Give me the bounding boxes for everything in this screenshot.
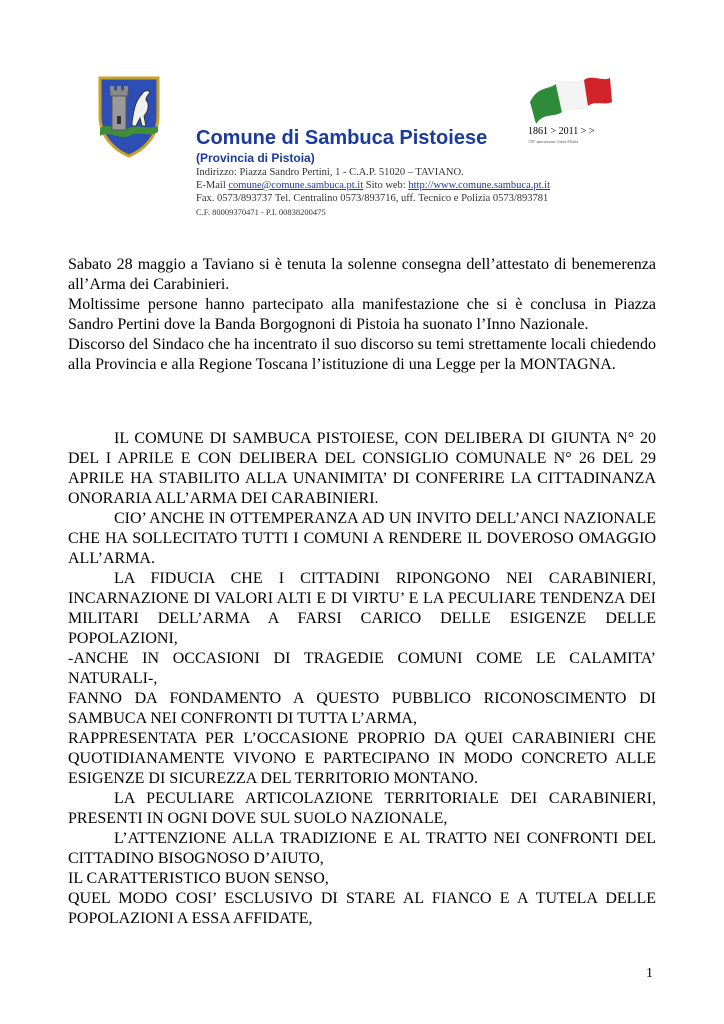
main-paragraph: L’ATTENZIONE ALLA TRADIZIONE E AL TRATTO NEI CONFRONTI DEL CITTADINO BISOGNOSO D’AIUTO,	[68, 830, 656, 867]
main-paragraph: RAPPRESENTATA PER L’OCCASIONE PROPRIO DA QUEI CARABINIERI CHE QUOTIDIANAMENTE VIVONO E PARTECIPANO IN MODO CONCRETO ALLE ESIGENZE DI SICUREZZA DEL TERRITORIO MONTANO.	[68, 730, 656, 787]
main-paragraph: IL CARATTERISTICO BUON SENSO,	[68, 870, 329, 887]
main-paragraph: QUEL MODO COSI’ ESCLUSIVO DI STARE AL FIANCO E A TUTELA DELLE POPOLAZIONI A ESSA AFFIDATE,	[68, 890, 656, 927]
anniversary-logo	[522, 72, 614, 148]
address-line: Indirizzo: Piazza Sandro Pertini, 1 - C.A.P. 51020 – TAVIANO.	[196, 167, 464, 178]
province-subtitle: (Provincia di Pistoia)	[196, 151, 315, 165]
contact-line	[196, 179, 550, 192]
coat-of-arms-icon	[96, 72, 162, 158]
main-paragraph: -ANCHE IN OCCASIONI DI TRAGEDIE COMUNI COME LE CALAMITA’ NATURALI-,	[68, 650, 656, 687]
intro-paragraph: Moltissime persone hanno partecipato alla manifestazione che si è conclusa in Piazza Sandro Pertini dove la Banda Borgognoni di Pistoia ha suonato l’Inno Nazionale.	[68, 296, 656, 333]
web-label: Sito web:	[363, 180, 409, 191]
page-title: Comune di Sambuca Pistoiese	[196, 127, 488, 149]
phone-line: Fax. 0573/893737 Tel. Centralino 0573/893716, uff. Tecnico e Polizia 0573/893781	[196, 193, 549, 204]
page-number: 1	[646, 966, 653, 981]
main-paragraph: LA PECULIARE ARTICOLAZIONE TERRITORIALE DEI CARABINIERI, PRESENTI IN OGNI DOVE SUL SUOLO NAZIONALE,	[68, 790, 656, 827]
intro-paragraph: Discorso del Sindaco che ha incentrato il suo discorso su temi strettamente locali chiedendo alla Provincia e alla Regione Toscana l’istituzione di una Legge per la MONTAGNA.	[68, 336, 656, 373]
italian-flag-icon	[522, 72, 614, 126]
fiscal-line: C.F. 80009370471 - P.I. 00838200475	[196, 207, 326, 217]
main-section	[68, 429, 656, 929]
main-paragraph: IL COMUNE DI SAMBUCA PISTOIESE, CON DELIBERA DI GIUNTA N° 20 DEL I APRILE E CON DELIBERA DEL CONSIGLIO COMUNALE N° 26 DEL 29 APRILE HA STABILITO ALLA UNANIMITA’ DI CONFERIRE LA CITTADINANZA ONORARIA ALL’ARMA DEI CARABINIERI.	[68, 430, 656, 507]
intro-paragraph: Sabato 28 maggio a Taviano si è tenuta la solenne consegna dell’attestato di benemerenza all’Arma dei Carabinieri.	[68, 256, 656, 293]
email-link[interactable]: comune@comune.sambuca.pt.it	[228, 180, 364, 191]
main-paragraph: CIO’ ANCHE IN OTTEMPERANZA AD UN INVITO DELL’ANCI NAZIONALE CHE HA SOLLECITATO TUTTI I COMUNI A RENDERE IL DOVEROSO OMAGGIO ALL’ARMA.	[68, 510, 656, 567]
email-label: E-Mail	[196, 180, 229, 191]
anniversary-subtitle: 150° anniversario Unità d'Italia	[528, 139, 579, 144]
main-paragraph: FANNO DA FONDAMENTO A QUESTO PUBBLICO RICONOSCIMENTO DI SAMBUCA NEI CONFRONTI DI TUTTA L’ARMA,	[68, 690, 656, 727]
intro-section	[68, 255, 656, 375]
main-paragraph: LA FIDUCIA CHE I CITTADINI RIPONGONO NEI CARABINIERI, INCARNAZIONE DI VALORI ALTI E DI VIRTU’ E LA PECULIARE TENDENZA DEI MILITARI DELL’ARMA A FARSI CARICO DELLE ESIGENZE DELLE POPOLAZIONI,	[68, 570, 656, 647]
website-link[interactable]: http://www.comune.sambuca.pt.it	[408, 180, 550, 191]
anniversary-years: 1861 > 2011 > >	[528, 126, 595, 137]
